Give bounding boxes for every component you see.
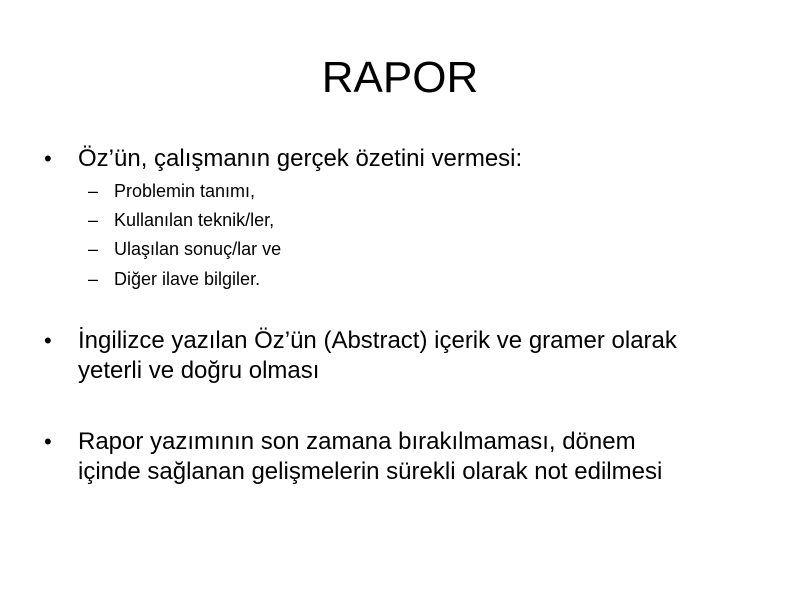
bullet-dot: • [44, 146, 52, 171]
slide-title: RAPOR [321, 53, 479, 102]
subitem-text: Problemin tanımı, [114, 181, 256, 201]
bullet-dot: • [44, 328, 52, 353]
sub-dash: – [88, 210, 99, 230]
sub-dash: – [88, 239, 99, 259]
subitem-text: Ulaşılan sonuç/lar ve [114, 239, 282, 259]
subitem-text: Kullanılan teknik/ler, [114, 210, 275, 230]
bullet-item-3 [0, 427, 760, 489]
bullet-text-line-2: içinde sağlanan gelişmelerin sürekli olarak not edilmesi [78, 458, 663, 485]
sub-dash: – [88, 181, 99, 201]
bullet-item-1 [0, 144, 760, 174]
bullet-item-2 [0, 326, 760, 388]
bullet-text-line-1: İngilizce yazılan Öz’ün (Abstract) içerik ve gramer olarak [78, 327, 677, 354]
sub-dash: – [88, 269, 99, 289]
bullet-text-line-1: Rapor yazımının son zamana bırakılmaması, dönem [78, 428, 636, 455]
subitem-1 [0, 176, 760, 206]
subitem-4 [0, 264, 760, 294]
bullet-text: Öz’ün, çalışmanın gerçek özetini vermesi: [78, 145, 523, 172]
subitem-3 [0, 234, 760, 264]
bullet-text-line-2: yeterli ve doğru olması [78, 357, 320, 384]
bullet-dot: • [44, 429, 52, 454]
subitem-text: Diğer ilave bilgiler. [114, 269, 261, 289]
subitem-2 [0, 205, 760, 235]
